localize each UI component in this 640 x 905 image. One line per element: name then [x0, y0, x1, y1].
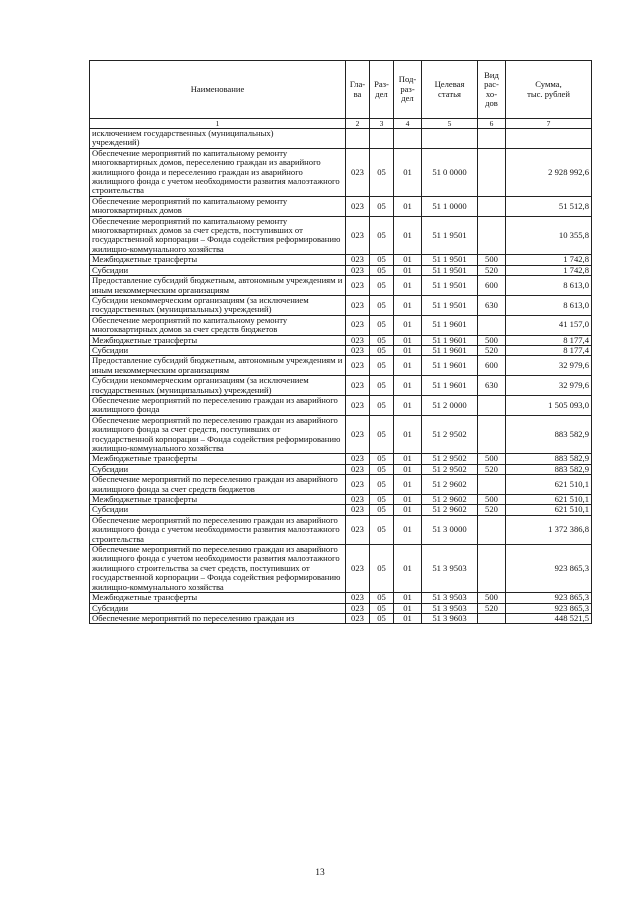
subsection-cell: 01	[394, 415, 422, 454]
table-row	[90, 505, 592, 515]
section-cell: 05	[370, 295, 394, 315]
row-name-cell: Предоставление субсидий бюджетным, автономным учреждениям и иным некоммерческим организациям	[90, 356, 346, 376]
subsection-cell: 01	[394, 196, 422, 216]
section-cell: 05	[370, 495, 394, 505]
target-article-cell: 51 2 9502	[422, 464, 478, 474]
expense-type-cell: 600	[478, 356, 506, 376]
sum-cell: 883 582,9	[506, 464, 592, 474]
expense-type-cell	[478, 545, 506, 593]
chapter-cell: 023	[346, 295, 370, 315]
section-cell: 05	[370, 505, 394, 515]
target-article-cell: 51 1 9601	[422, 315, 478, 335]
table-row	[90, 515, 592, 544]
section-cell: 05	[370, 196, 394, 216]
column-index: 5	[422, 119, 478, 129]
expense-type-cell: 500	[478, 495, 506, 505]
sum-cell: 1 742,8	[506, 265, 592, 275]
section-cell	[370, 129, 394, 149]
table-row	[90, 335, 592, 345]
table-row	[90, 196, 592, 216]
expense-type-cell: 520	[478, 505, 506, 515]
row-name-cell: Субсидии некоммерческим организациям (за исключением государственных (муниципальных) учреждений)	[90, 295, 346, 315]
subsection-cell: 01	[394, 454, 422, 464]
subsection-cell: 01	[394, 265, 422, 275]
expense-type-cell	[478, 216, 506, 255]
table-row	[90, 376, 592, 396]
expense-type-cell	[478, 415, 506, 454]
row-name-cell: Обеспечение мероприятий по переселению граждан из аварийного жилищного фонда с учетом необходимости развития малоэтажного строительства	[90, 515, 346, 544]
subsection-cell: 01	[394, 495, 422, 505]
target-article-cell: 51 1 9601	[422, 356, 478, 376]
target-article-cell: 51 2 9602	[422, 505, 478, 515]
section-cell: 05	[370, 454, 394, 464]
section-cell: 05	[370, 415, 394, 454]
chapter-cell: 023	[346, 475, 370, 495]
row-name-cell: Обеспечение мероприятий по капитальному ремонту многоквартирных домов за счет средств, поступивших от государственной корпорации – Фонда содействия реформированию жилищно-коммунального хозяйства	[90, 216, 346, 255]
row-name-cell: Субсидии	[90, 345, 346, 355]
chapter-cell: 023	[346, 216, 370, 255]
chapter-cell: 023	[346, 265, 370, 275]
sum-cell: 448 521,5	[506, 613, 592, 623]
expense-type-cell	[478, 475, 506, 495]
sum-cell: 1 742,8	[506, 255, 592, 265]
row-name-cell: Обеспечение мероприятий по переселению граждан из аварийного жилищного фонда за счет средств бюджетов	[90, 475, 346, 495]
sum-cell: 8 177,4	[506, 345, 592, 355]
target-article-cell: 51 1 9501	[422, 276, 478, 296]
row-name-cell: Обеспечение мероприятий по переселению граждан из аварийного жилищного фонда	[90, 395, 346, 415]
chapter-cell: 023	[346, 395, 370, 415]
row-name-cell: Субсидии	[90, 265, 346, 275]
table-row	[90, 255, 592, 265]
sum-cell: 883 582,9	[506, 415, 592, 454]
target-article-cell: 51 2 0000	[422, 395, 478, 415]
sum-cell: 8 613,0	[506, 276, 592, 296]
row-name-cell: Обеспечение мероприятий по переселению граждан из	[90, 613, 346, 623]
target-article-cell: 51 1 0000	[422, 196, 478, 216]
expense-type-cell: 500	[478, 593, 506, 603]
target-article-cell: 51 0 0000	[422, 148, 478, 196]
expense-type-cell: 600	[478, 276, 506, 296]
sum-cell: 1 505 093,0	[506, 395, 592, 415]
expense-type-cell	[478, 315, 506, 335]
section-cell: 05	[370, 395, 394, 415]
section-cell: 05	[370, 515, 394, 544]
chapter-cell: 023	[346, 464, 370, 474]
expense-type-cell: 520	[478, 464, 506, 474]
target-article-cell: 51 1 9501	[422, 265, 478, 275]
section-cell: 05	[370, 545, 394, 593]
sum-cell: 621 510,1	[506, 495, 592, 505]
subsection-cell: 01	[394, 464, 422, 474]
expense-type-cell: 500	[478, 454, 506, 464]
row-name-cell: Межбюджетные трансферты	[90, 454, 346, 464]
row-name-cell: Межбюджетные трансферты	[90, 495, 346, 505]
row-name-cell: Субсидии	[90, 505, 346, 515]
sum-cell: 32 979,6	[506, 376, 592, 396]
column-index-row	[90, 119, 592, 129]
row-name-cell: Обеспечение мероприятий по капитальному ремонту многоквартирных домов	[90, 196, 346, 216]
sum-cell: 2 928 992,6	[506, 148, 592, 196]
expense-type-cell: 520	[478, 603, 506, 613]
table-row	[90, 315, 592, 335]
section-cell: 05	[370, 464, 394, 474]
row-name-cell: Межбюджетные трансферты	[90, 335, 346, 345]
row-name-cell: Обеспечение мероприятий по капитальному ремонту многоквартирных домов, переселению граждан из аварийного жилищного фонда и переселению граждан из аварийного жилищного фонда с учетом необходимости развития малоэтажного строительства	[90, 148, 346, 196]
section-cell: 05	[370, 216, 394, 255]
row-name-cell: Межбюджетные трансферты	[90, 255, 346, 265]
target-article-cell: 51 3 9503	[422, 593, 478, 603]
table-row	[90, 415, 592, 454]
sum-cell: 923 865,3	[506, 603, 592, 613]
target-article-cell: 51 1 9601	[422, 335, 478, 345]
chapter-cell: 023	[346, 505, 370, 515]
table-row	[90, 295, 592, 315]
target-article-cell: 51 3 0000	[422, 515, 478, 544]
section-cell: 05	[370, 475, 394, 495]
subsection-cell: 01	[394, 603, 422, 613]
chapter-cell: 023	[346, 454, 370, 464]
target-article-cell: 51 1 9501	[422, 295, 478, 315]
expense-type-cell	[478, 129, 506, 149]
expense-type-cell	[478, 515, 506, 544]
header-expense-type: Вид рас- хо- дов	[478, 61, 506, 119]
expense-type-cell	[478, 395, 506, 415]
table-row	[90, 265, 592, 275]
column-index: 1	[90, 119, 346, 129]
table-row	[90, 454, 592, 464]
subsection-cell: 01	[394, 295, 422, 315]
row-name-cell: исключением государственных (муниципальных) учреждений)	[90, 129, 346, 149]
chapter-cell: 023	[346, 255, 370, 265]
expense-type-cell: 520	[478, 265, 506, 275]
sum-cell: 32 979,6	[506, 356, 592, 376]
header-row	[90, 61, 592, 119]
row-name-cell: Межбюджетные трансферты	[90, 593, 346, 603]
chapter-cell: 023	[346, 276, 370, 296]
sum-cell: 923 865,3	[506, 545, 592, 593]
section-cell: 05	[370, 335, 394, 345]
table-row	[90, 276, 592, 296]
section-cell: 05	[370, 356, 394, 376]
section-cell: 05	[370, 603, 394, 613]
table-row	[90, 148, 592, 196]
chapter-cell: 023	[346, 196, 370, 216]
chapter-cell: 023	[346, 593, 370, 603]
subsection-cell: 01	[394, 335, 422, 345]
subsection-cell: 01	[394, 356, 422, 376]
sum-cell: 51 512,8	[506, 196, 592, 216]
expense-type-cell	[478, 613, 506, 623]
header-subsection: Под- раз- дел	[394, 61, 422, 119]
target-article-cell: 51 3 9603	[422, 613, 478, 623]
subsection-cell: 01	[394, 276, 422, 296]
sum-cell: 8 613,0	[506, 295, 592, 315]
header-name: Наименование	[90, 61, 346, 119]
subsection-cell: 01	[394, 315, 422, 335]
page-number: 13	[315, 868, 325, 878]
sum-cell: 1 372 386,8	[506, 515, 592, 544]
target-article-cell: 51 2 9502	[422, 454, 478, 464]
row-name-cell: Субсидии	[90, 464, 346, 474]
row-name-cell: Обеспечение мероприятий по переселению граждан из аварийного жилищного фонда за счет средств, поступивших от государственной корпорации – Фонда содействия реформированию жилищно-коммунального хозяйства	[90, 415, 346, 454]
row-name-cell: Субсидии некоммерческим организациям (за исключением государственных (муниципальных) учреждений)	[90, 376, 346, 396]
chapter-cell: 023	[346, 515, 370, 544]
chapter-cell: 023	[346, 495, 370, 505]
target-article-cell: 51 3 9503	[422, 603, 478, 613]
table-row	[90, 129, 592, 149]
subsection-cell: 01	[394, 345, 422, 355]
chapter-cell: 023	[346, 613, 370, 623]
section-cell: 05	[370, 148, 394, 196]
table-row	[90, 593, 592, 603]
expense-type-cell	[478, 148, 506, 196]
section-cell: 05	[370, 613, 394, 623]
section-cell: 05	[370, 265, 394, 275]
chapter-cell: 023	[346, 545, 370, 593]
expense-type-cell: 500	[478, 255, 506, 265]
chapter-cell: 023	[346, 376, 370, 396]
expense-type-cell: 630	[478, 376, 506, 396]
subsection-cell	[394, 129, 422, 149]
target-article-cell: 51 2 9602	[422, 495, 478, 505]
row-name-cell: Субсидии	[90, 603, 346, 613]
column-index: 7	[506, 119, 592, 129]
subsection-cell: 01	[394, 613, 422, 623]
table-row	[90, 356, 592, 376]
table-row	[90, 603, 592, 613]
table-row	[90, 475, 592, 495]
subsection-cell: 01	[394, 475, 422, 495]
table-body	[90, 129, 592, 624]
sum-cell: 621 510,1	[506, 475, 592, 495]
chapter-cell	[346, 129, 370, 149]
row-name-cell: Обеспечение мероприятий по капитальному ремонту многоквартирных домов за счет средств бюджетов	[90, 315, 346, 335]
sum-cell	[506, 129, 592, 149]
budget-table	[89, 60, 592, 624]
chapter-cell: 023	[346, 356, 370, 376]
table-row	[90, 464, 592, 474]
row-name-cell: Предоставление субсидий бюджетным, автономным учреждениям и иным некоммерческим организациям	[90, 276, 346, 296]
header-section: Раз- дел	[370, 61, 394, 119]
expense-type-cell	[478, 196, 506, 216]
section-cell: 05	[370, 376, 394, 396]
sum-cell: 8 177,4	[506, 335, 592, 345]
header-sum: Сумма, тыс. рублей	[506, 61, 592, 119]
expense-type-cell: 500	[478, 335, 506, 345]
section-cell: 05	[370, 255, 394, 265]
row-name-cell: Обеспечение мероприятий по переселению граждан из аварийного жилищного фонда с учетом необходимости развития малоэтажного жилищного строительства за счет средств, поступивших от государственной корпорации – Фонда содействия реформированию жилищно-коммунального хозяйства	[90, 545, 346, 593]
expense-type-cell: 520	[478, 345, 506, 355]
table-row	[90, 495, 592, 505]
sum-cell: 41 157,0	[506, 315, 592, 335]
subsection-cell: 01	[394, 593, 422, 603]
section-cell: 05	[370, 315, 394, 335]
table-row	[90, 216, 592, 255]
column-index: 4	[394, 119, 422, 129]
table-row	[90, 545, 592, 593]
subsection-cell: 01	[394, 216, 422, 255]
target-article-cell: 51 1 9601	[422, 376, 478, 396]
column-index: 2	[346, 119, 370, 129]
expense-type-cell: 630	[478, 295, 506, 315]
subsection-cell: 01	[394, 505, 422, 515]
target-article-cell	[422, 129, 478, 149]
header-chapter: Гла- ва	[346, 61, 370, 119]
sum-cell: 621 510,1	[506, 505, 592, 515]
chapter-cell: 023	[346, 335, 370, 345]
column-index: 3	[370, 119, 394, 129]
section-cell: 05	[370, 345, 394, 355]
section-cell: 05	[370, 593, 394, 603]
header-target-article: Целевая статья	[422, 61, 478, 119]
table-row	[90, 613, 592, 623]
subsection-cell: 01	[394, 395, 422, 415]
subsection-cell: 01	[394, 255, 422, 265]
target-article-cell: 51 1 9601	[422, 345, 478, 355]
target-article-cell: 51 2 9502	[422, 415, 478, 454]
table-row	[90, 395, 592, 415]
chapter-cell: 023	[346, 415, 370, 454]
chapter-cell: 023	[346, 148, 370, 196]
target-article-cell: 51 2 9602	[422, 475, 478, 495]
subsection-cell: 01	[394, 148, 422, 196]
subsection-cell: 01	[394, 376, 422, 396]
sum-cell: 923 865,3	[506, 593, 592, 603]
target-article-cell: 51 3 9503	[422, 545, 478, 593]
table-row	[90, 345, 592, 355]
target-article-cell: 51 1 9501	[422, 255, 478, 265]
chapter-cell: 023	[346, 603, 370, 613]
sum-cell: 10 355,8	[506, 216, 592, 255]
subsection-cell: 01	[394, 545, 422, 593]
sum-cell: 883 582,9	[506, 454, 592, 464]
subsection-cell: 01	[394, 515, 422, 544]
column-index: 6	[478, 119, 506, 129]
section-cell: 05	[370, 276, 394, 296]
chapter-cell: 023	[346, 345, 370, 355]
target-article-cell: 51 1 9501	[422, 216, 478, 255]
chapter-cell: 023	[346, 315, 370, 335]
